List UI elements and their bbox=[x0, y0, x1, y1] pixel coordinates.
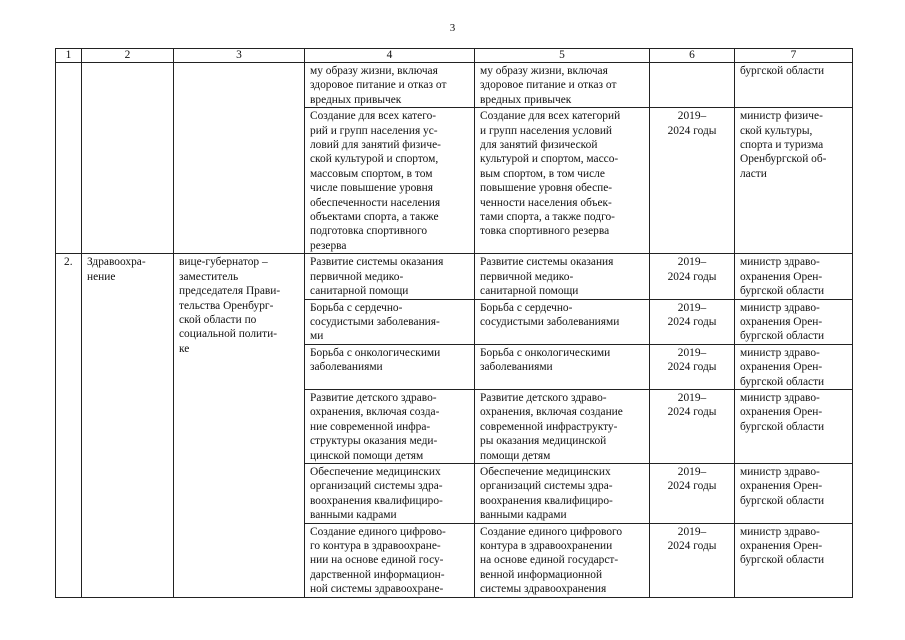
cell-text-line: 2019– bbox=[677, 465, 707, 478]
cell-text-line: венной информационной bbox=[480, 568, 603, 581]
project-name-cell bbox=[82, 63, 174, 254]
cell-text-line: Борьба с онкологическими bbox=[310, 346, 441, 359]
cell-text-line: бургской области bbox=[740, 494, 825, 507]
cell-text-line: бургской области bbox=[740, 65, 825, 77]
cell-text-line: и групп населения условий bbox=[480, 124, 613, 137]
cell-text-line: охранения Орен- bbox=[740, 270, 823, 283]
cell-text-line: здоровое питание и отказ от bbox=[480, 79, 617, 92]
cell-text-line: 2024 годы bbox=[667, 540, 717, 552]
healthcare-row bbox=[56, 254, 853, 299]
period-cell bbox=[650, 299, 735, 344]
cell-text-line: бургской области bbox=[740, 554, 825, 567]
cell-text-line: культурой и спортом, массо- bbox=[480, 153, 619, 166]
cell-text-line: резерва bbox=[310, 239, 347, 252]
cell-text-line: помощи детям bbox=[480, 449, 551, 462]
cell-text-line: Создание единого цифрового bbox=[480, 525, 623, 538]
cell-text-line: 2024 годы bbox=[667, 124, 717, 137]
cell-text-line: 2024 годы bbox=[667, 361, 717, 374]
cell-text-line: воохранения квалифициро- bbox=[480, 494, 613, 507]
cell-text-line: обеспеченности населения bbox=[310, 196, 441, 209]
cell-text-line: для занятий физической bbox=[480, 139, 598, 152]
cell-text-line: министр здраво- bbox=[740, 391, 820, 404]
cell-text-line: воохранения квалифициро- bbox=[310, 494, 443, 507]
projects-table bbox=[55, 48, 853, 598]
cell-text-line: министр физиче- bbox=[740, 110, 823, 123]
goal-cell bbox=[305, 389, 475, 463]
cell-text-line: повышение уровня обеспе- bbox=[480, 182, 613, 195]
cell-text-line: ловий для занятий физиче- bbox=[310, 139, 441, 152]
cell-text-line: Борьба с сердечно- bbox=[480, 301, 573, 314]
cell-text-line: вредных привычек bbox=[310, 93, 402, 106]
responsible-cell bbox=[735, 299, 853, 344]
cell-text-line: тельства Оренбург- bbox=[179, 299, 274, 312]
cell-text-line: ченности населения объек- bbox=[480, 196, 612, 209]
cell-text-line: 2019– bbox=[677, 391, 707, 404]
cell-text-line: организаций системы здра- bbox=[310, 480, 443, 493]
cell-text-line: бургской области bbox=[740, 375, 825, 388]
task-cell bbox=[475, 389, 650, 463]
cell-text-line: спорта и туризма bbox=[740, 139, 824, 152]
cell-text-line: 2024 годы bbox=[667, 406, 717, 419]
goal-cell bbox=[305, 344, 475, 389]
cell-text-line: на основе единой государст- bbox=[480, 554, 619, 567]
cell-text-line: Создание для всех категорий bbox=[480, 110, 621, 123]
cell-text-line: Обеспечение медицинских bbox=[310, 465, 441, 478]
cell-text-line: подготовка спортивного bbox=[310, 225, 428, 238]
header-row bbox=[56, 49, 853, 63]
cell-text-line: ской культурой и спортом, bbox=[310, 153, 439, 166]
goal-cell bbox=[305, 463, 475, 523]
responsible-cell bbox=[735, 63, 853, 108]
cell-text-line: вице-губернатор – bbox=[179, 256, 268, 269]
cell-text-line: ласти bbox=[740, 167, 767, 180]
task-cell bbox=[475, 299, 650, 344]
cell-text-line: ке bbox=[179, 342, 190, 355]
cell-text-line: го контура в здравоохране- bbox=[310, 540, 441, 552]
cell-text-line: бургской области bbox=[740, 330, 825, 343]
cell-text-line: Здравоохра- bbox=[87, 256, 146, 269]
cell-text-line: бургской области bbox=[740, 420, 825, 433]
cell-text-line: Развитие детского здраво- bbox=[310, 391, 437, 404]
cell-text-line: охранения, включая создание bbox=[480, 406, 623, 419]
task-cell bbox=[475, 523, 650, 597]
cell-text-line: товка спортивного резерва bbox=[480, 225, 610, 238]
cell-text-line: числе повышение уровня bbox=[310, 182, 434, 195]
page-number: 3 bbox=[449, 22, 456, 34]
cell-text-line: социальной полити- bbox=[179, 328, 277, 341]
cell-text-line: заместитель bbox=[179, 270, 239, 283]
cell-text-line: бургской области bbox=[740, 285, 825, 298]
cell-text-line: рий и групп населения ус- bbox=[310, 124, 438, 137]
goal-cell bbox=[305, 63, 475, 108]
cell-text-line: 2. bbox=[64, 256, 73, 269]
period-cell bbox=[650, 463, 735, 523]
cell-text-line: 2019– bbox=[677, 525, 707, 538]
cell-text-line: министр здраво- bbox=[740, 256, 820, 269]
cell-text-line: заболеваниями bbox=[480, 361, 553, 374]
cell-text-line: цинской помощи детям bbox=[310, 449, 424, 462]
cell-text-line: Борьба с онкологическими bbox=[480, 346, 611, 359]
cell-text-line: сосудистыми заболевания- bbox=[310, 315, 440, 328]
cell-text-line: Обеспечение медицинских bbox=[480, 465, 611, 478]
curator-cell bbox=[174, 63, 305, 254]
cell-text-line: председателя Прави- bbox=[179, 285, 281, 298]
period-cell bbox=[650, 108, 735, 254]
cell-text-line: ми bbox=[310, 330, 324, 343]
cell-text-line: 2019– bbox=[677, 346, 707, 359]
responsible-cell bbox=[735, 254, 853, 299]
cell-text-line: охранения Орен- bbox=[740, 540, 823, 552]
cell-text-line: министр здраво- bbox=[740, 301, 820, 314]
cell-text-line: вредных привычек bbox=[480, 93, 572, 106]
cell-text-line: организаций системы здра- bbox=[480, 480, 613, 493]
cell-text-line: нии на основе единой госу- bbox=[310, 554, 444, 567]
header-cell: 2 bbox=[82, 49, 174, 63]
cell-text-line: ние современной инфра- bbox=[310, 420, 431, 433]
goal-cell bbox=[305, 108, 475, 254]
cell-text-line: охранения Орен- bbox=[740, 406, 823, 419]
cell-text-line: охранения Орен- bbox=[740, 315, 823, 328]
number-cell bbox=[56, 63, 82, 254]
cell-text-line: тами спорта, а также подго- bbox=[480, 211, 615, 224]
period-cell bbox=[650, 254, 735, 299]
curator-cell bbox=[174, 254, 305, 597]
header-cell: 7 bbox=[735, 49, 853, 63]
header-cell: 4 bbox=[305, 49, 475, 63]
cell-text-line: охранения Орен- bbox=[740, 480, 823, 493]
cell-text-line: министр здраво- bbox=[740, 525, 820, 538]
cell-text-line: ры оказания медицинской bbox=[480, 435, 607, 448]
task-cell bbox=[475, 254, 650, 299]
cell-text-line: 2019– bbox=[677, 256, 707, 269]
cell-text-line: санитарной помощи bbox=[480, 285, 579, 298]
header-cell: 3 bbox=[174, 49, 305, 63]
cell-text-line: ванными кадрами bbox=[310, 509, 397, 522]
cell-text-line: Создание для всех катего- bbox=[310, 110, 437, 123]
goal-cell bbox=[305, 254, 475, 299]
cell-text-line: массовым спортом, в том bbox=[310, 167, 433, 180]
period-cell bbox=[650, 389, 735, 463]
cell-text-line: 2019– bbox=[677, 110, 707, 123]
cell-text-line: первичной медико- bbox=[310, 270, 404, 283]
cell-text-line: первичной медико- bbox=[480, 270, 574, 283]
number-cell bbox=[56, 254, 82, 597]
header-cell: 6 bbox=[650, 49, 735, 63]
cell-text-line: санитарной помощи bbox=[310, 285, 409, 298]
cell-text-line: вым спортом, в том числе bbox=[480, 167, 605, 180]
responsible-cell bbox=[735, 463, 853, 523]
cell-text-line: министр здраво- bbox=[740, 346, 820, 359]
cell-text-line: 2019– bbox=[677, 301, 707, 314]
goal-cell bbox=[305, 523, 475, 597]
cell-text-line: 2024 годы bbox=[667, 270, 717, 283]
cell-text-line: Развитие системы оказания bbox=[310, 256, 444, 269]
cell-text-line: министр здраво- bbox=[740, 465, 820, 478]
cell-text-line: Развитие детского здраво- bbox=[480, 391, 607, 404]
cell-text-line: 2024 годы bbox=[667, 315, 717, 328]
header-cell: 5 bbox=[475, 49, 650, 63]
cell-text-line: Развитие системы оказания bbox=[480, 256, 614, 269]
cell-text-line: му образу жизни, включая bbox=[310, 65, 438, 77]
cell-text-line: дарственной информацион- bbox=[310, 568, 445, 581]
cell-text-line: Оренбургской об- bbox=[740, 153, 827, 166]
cell-text-line: современной инфраструкту- bbox=[480, 420, 618, 433]
cell-text-line: ской области по bbox=[179, 313, 257, 326]
cell-text-line: здоровое питание и отказ от bbox=[310, 79, 447, 92]
goal-cell bbox=[305, 299, 475, 344]
continuation-row bbox=[56, 63, 853, 108]
period-cell bbox=[650, 523, 735, 597]
cell-text-line: Борьба с сердечно- bbox=[310, 301, 403, 314]
responsible-cell bbox=[735, 344, 853, 389]
task-cell bbox=[475, 108, 650, 254]
cell-text-line: ской культуры, bbox=[740, 124, 813, 137]
cell-text-line: 2024 годы bbox=[667, 480, 717, 493]
period-cell bbox=[650, 63, 735, 108]
responsible-cell bbox=[735, 108, 853, 254]
responsible-cell bbox=[735, 523, 853, 597]
cell-text-line: системы здравоохранения bbox=[480, 583, 607, 596]
cell-text-line: заболеваниями bbox=[310, 361, 383, 374]
cell-text-line: нение bbox=[87, 270, 116, 283]
cell-text-line: объектами спорта, а также bbox=[310, 211, 439, 224]
cell-text-line: ной системы здравоохране- bbox=[310, 583, 444, 596]
period-cell bbox=[650, 344, 735, 389]
cell-text-line: Создание единого цифрово- bbox=[310, 525, 446, 538]
task-cell bbox=[475, 63, 650, 108]
task-cell bbox=[475, 344, 650, 389]
cell-text-line: контура в здравоохранении bbox=[480, 540, 613, 552]
cell-text-line: охранения Орен- bbox=[740, 361, 823, 374]
task-cell bbox=[475, 463, 650, 523]
cell-text-line: охранения, включая созда- bbox=[310, 406, 440, 419]
responsible-cell bbox=[735, 389, 853, 463]
header-cell: 1 bbox=[56, 49, 82, 63]
cell-text-line: структуры оказания меди- bbox=[310, 435, 438, 448]
cell-text-line: ванными кадрами bbox=[480, 509, 567, 522]
cell-text-line: му образу жизни, включая bbox=[480, 65, 608, 77]
project-name-cell bbox=[82, 254, 174, 597]
cell-text-line: сосудистыми заболеваниями bbox=[480, 315, 620, 328]
